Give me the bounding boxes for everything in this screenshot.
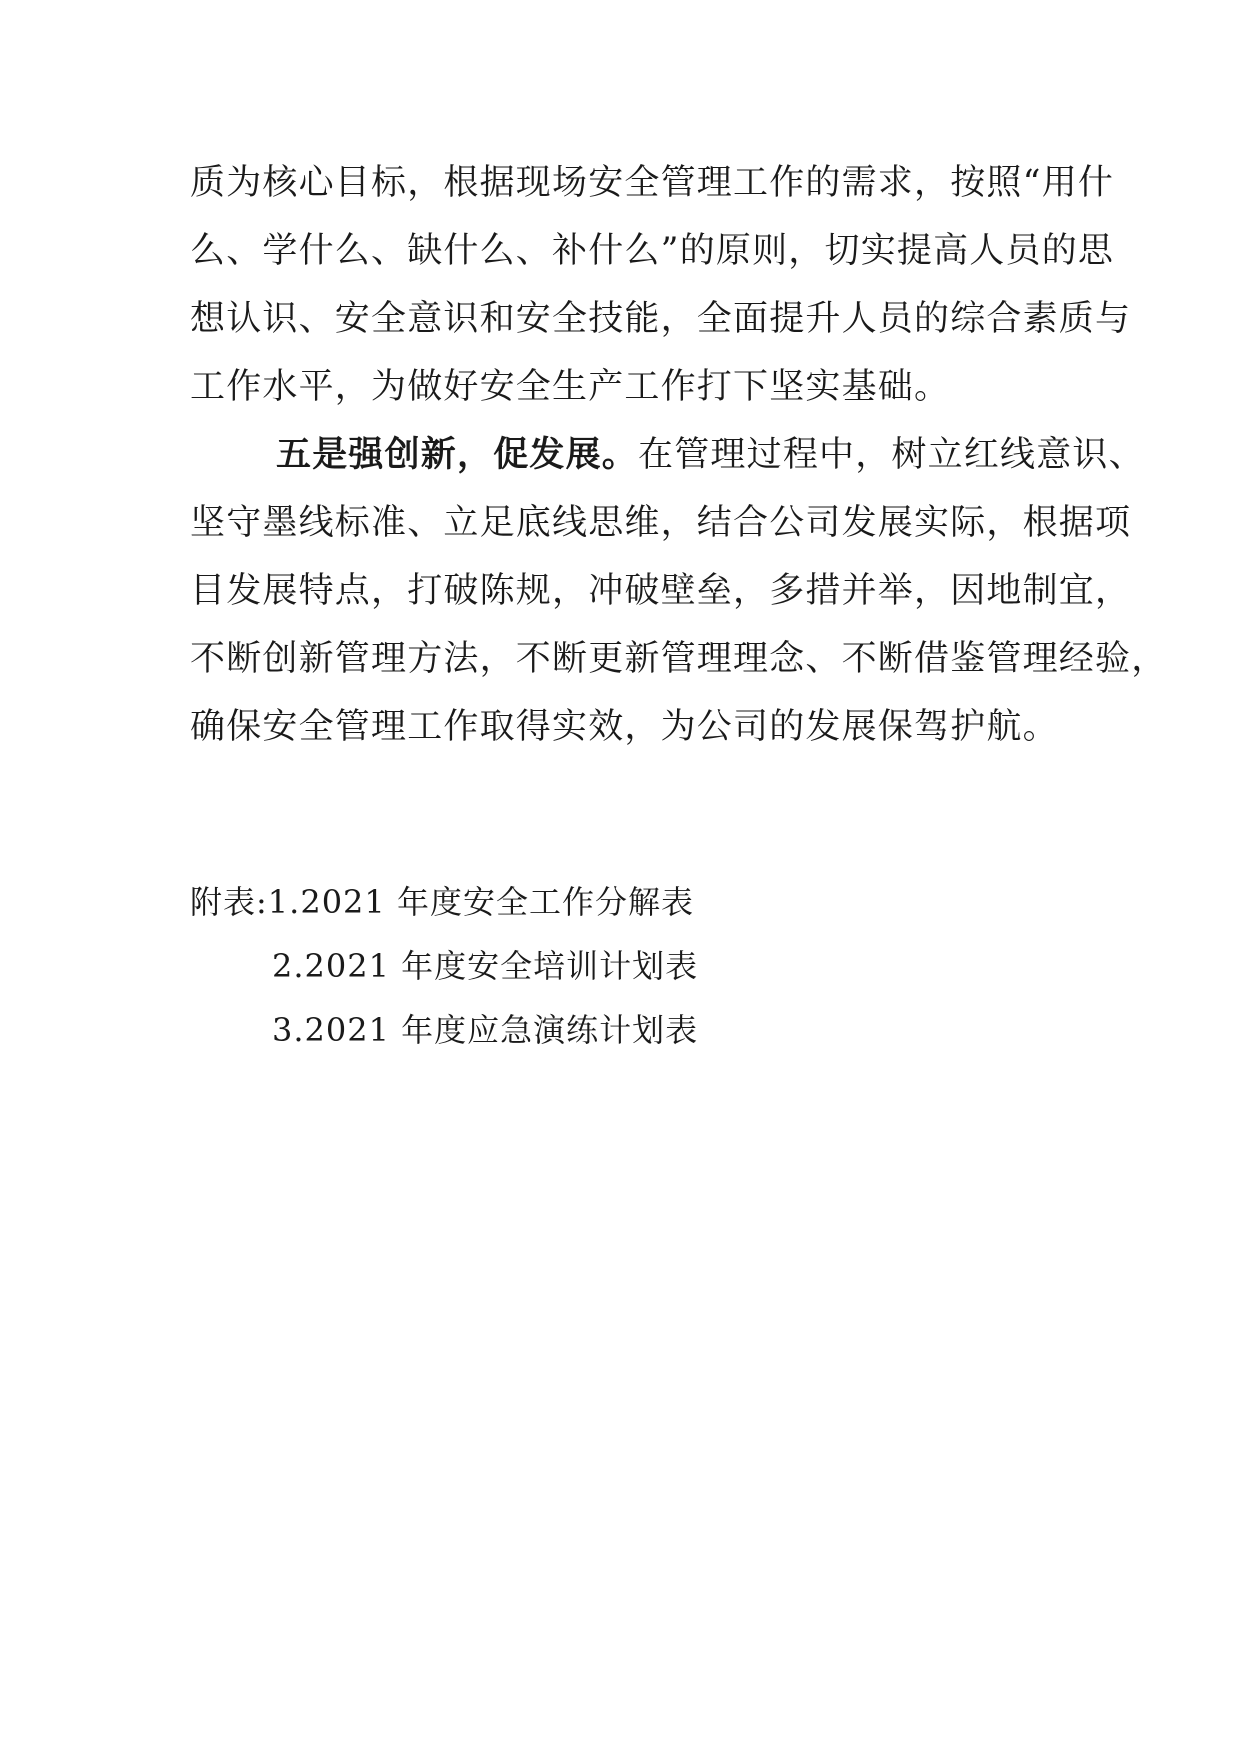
attachment-title: 1.2021 年度安全工作分解表 xyxy=(267,883,694,921)
paragraph-innovation xyxy=(190,421,1168,761)
attachment-item xyxy=(272,934,698,998)
attachment-item xyxy=(272,998,698,1062)
paragraph-heading: 五是强创新，促发展。 xyxy=(276,434,639,475)
text-line: 质为核心目标，根据现场安全管理工作的需求，按照“用什 xyxy=(190,163,1115,203)
text-line: 么、学什么、缺什么、补什么”的原则，切实提高人员的思 xyxy=(190,231,1115,271)
attachment-label: 附表: xyxy=(190,883,268,921)
text-line: 不断创新管理方法，不断更新管理理念、不断借鉴管理经验， xyxy=(190,639,1168,679)
text-line: 工作水平，为做好安全生产工作打下坚实基础。 xyxy=(190,367,951,407)
attachment-title: 2.2021 年度安全培训计划表 xyxy=(272,947,699,985)
attachment-title: 3.2021 年度应急演练计划表 xyxy=(272,1011,699,1049)
text-run: 在管理过程中，树立红线意识、 xyxy=(638,435,1145,475)
text-line: 想认识、安全意识和安全技能，全面提升人员的综合素质与 xyxy=(190,299,1132,339)
paragraph-training xyxy=(190,149,1132,421)
text-line: 坚守墨线标准、立足底线思维，结合公司发展实际，根据项 xyxy=(190,503,1132,543)
attachment-item xyxy=(190,870,694,934)
text-line xyxy=(190,421,1145,489)
text-line: 目发展特点，打破陈规，冲破壁垒，多措并举，因地制宜， xyxy=(190,571,1132,611)
text-line: 确保安全管理工作取得实效，为公司的发展保驾护航。 xyxy=(190,707,1059,747)
